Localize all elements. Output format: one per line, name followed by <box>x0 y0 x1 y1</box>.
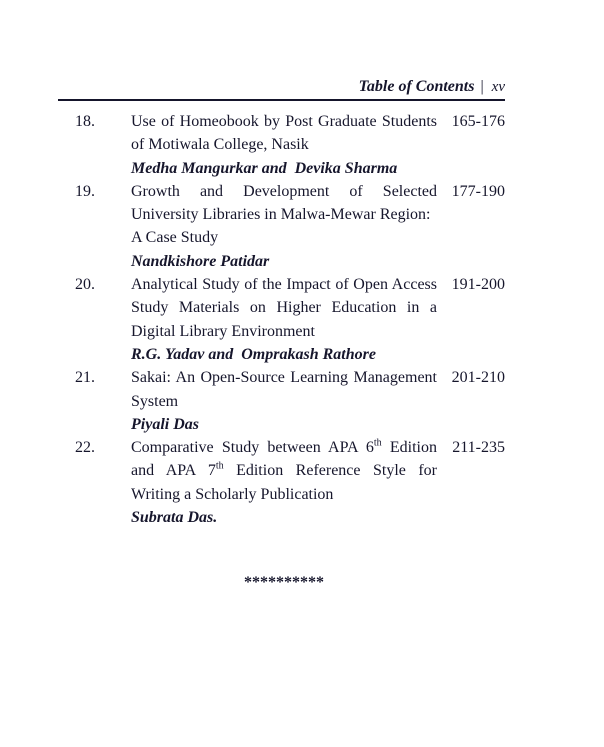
title-text: Edition Reference Style for <box>223 462 437 480</box>
entry-authors: Piyali Das <box>131 415 199 433</box>
title-line: of Motiwala College, Nasik <box>131 136 309 154</box>
title-line: Use of Homeobook by Post Graduate Students <box>131 113 437 130</box>
entry-title <box>131 366 437 436</box>
superscript-ordinal: th <box>373 437 382 449</box>
entry-pages: 201-210 <box>451 369 505 387</box>
footer-asterisks: ********** <box>244 574 324 592</box>
entry-authors: Nandkishore Patidar <box>131 252 270 270</box>
title-line: A Case Study <box>131 229 219 247</box>
title-text: Comparative Study between APA 6 <box>131 439 374 457</box>
entry-authors: R.G. Yadav and Omprakash Rathore <box>131 345 376 363</box>
page-header <box>58 0 505 101</box>
title-line: Analytical Study of the Impact of Open Access <box>131 276 437 294</box>
toc-entry <box>75 110 505 180</box>
toc-entry <box>75 273 505 366</box>
entry-number: 20. <box>75 276 95 294</box>
entry-pages: 191-200 <box>451 276 505 294</box>
toc-entry <box>75 180 505 273</box>
title-text: Edition <box>381 439 438 457</box>
toc-list <box>75 110 505 529</box>
entry-number: 18. <box>75 113 95 130</box>
toc-entry <box>75 366 505 436</box>
entry-pages: 165-176 <box>451 113 505 130</box>
header-separator: | <box>480 78 484 95</box>
entry-title <box>131 110 437 180</box>
entry-authors: Medha Mangurkar and Devika Sharma <box>131 159 398 177</box>
title-line <box>131 459 437 482</box>
title-line: Writing a Scholarly Publication <box>131 485 334 503</box>
title-line: Study Materials on Higher Education in a <box>131 299 437 317</box>
entry-pages: 211-235 <box>452 439 505 457</box>
title-line: Digital Library Environment <box>131 322 315 340</box>
header-page-number: xv <box>491 79 505 95</box>
header-title: Table of Contents <box>358 78 475 95</box>
entry-title <box>131 180 437 273</box>
entry-number: 21. <box>75 369 95 387</box>
title-line: Sakai: An Open-Source Learning Management <box>131 369 437 387</box>
toc-entry <box>75 436 505 529</box>
title-line: System <box>131 392 179 410</box>
entry-number: 22. <box>75 439 95 457</box>
title-line: University Libraries in Malwa-Mewar Region: <box>131 206 431 224</box>
title-line: Growth and Development of Selected <box>131 182 437 200</box>
entry-title <box>131 273 437 366</box>
entry-authors: Subrata Das. <box>131 509 218 527</box>
superscript-ordinal: th <box>215 461 224 473</box>
title-line <box>131 436 437 459</box>
entry-pages: 177-190 <box>451 182 505 200</box>
entry-number: 19. <box>75 182 95 200</box>
title-text: and APA 7 <box>131 462 216 480</box>
entry-title <box>131 436 437 529</box>
